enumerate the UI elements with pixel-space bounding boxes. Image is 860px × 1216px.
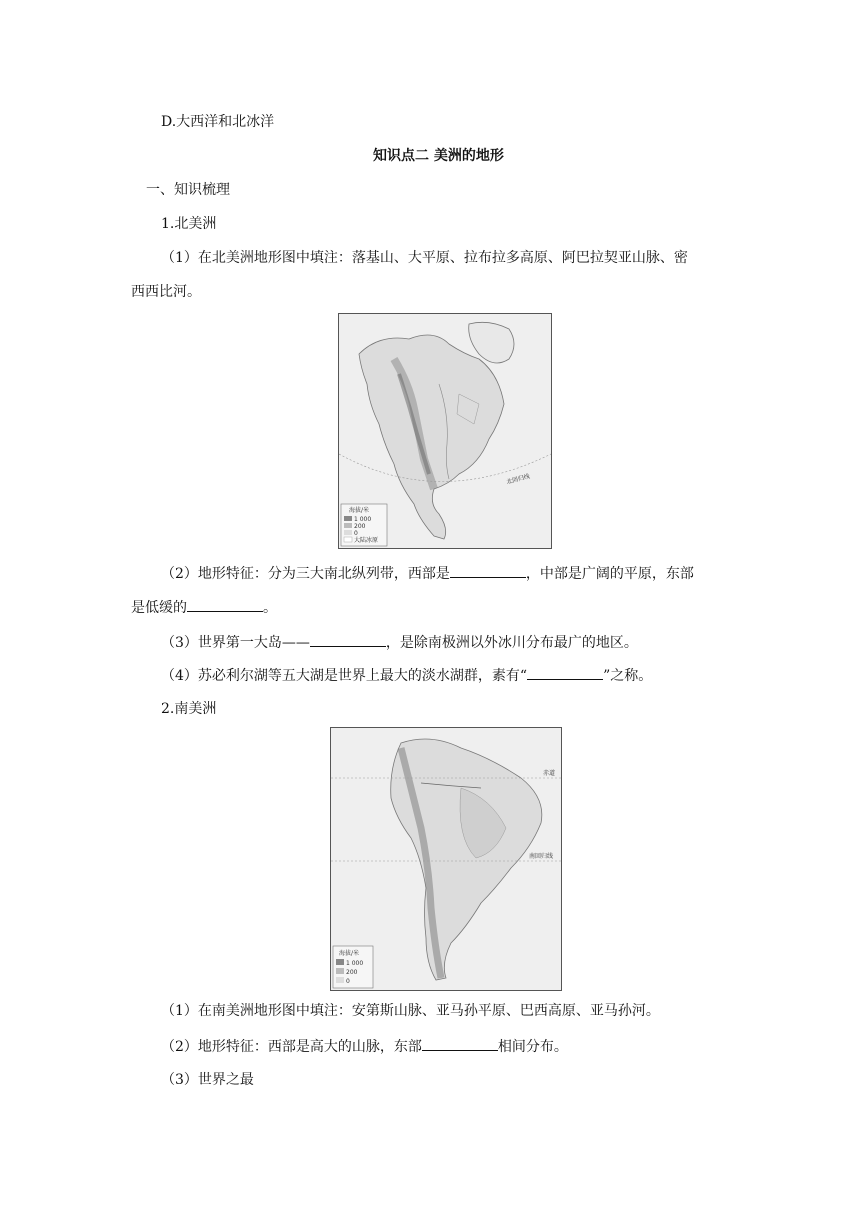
section-title: 知识点二 美洲的地形 (373, 148, 504, 164)
na-question-2-line2 (131, 597, 277, 618)
na-q4-text-a: （4）苏必利尔湖等五大湖是世界上最大的淡水湖群，素有“ (161, 668, 528, 684)
sa-legend-title: 海拔/米 (339, 950, 360, 957)
na-legend-item-1: 1 000 (354, 516, 372, 523)
na-q2-line2-text-b: 。 (263, 600, 277, 616)
sa-q2-text-a: （2）地形特征：西部是高大的山脉，东部 (161, 1039, 422, 1055)
sa-question-2 (161, 1036, 568, 1057)
heading-knowledge-review: 一、知识梳理 (146, 182, 230, 198)
na-q4-blank-lakes[interactable] (527, 665, 603, 680)
na-q2-text-a: （2）地形特征：分为三大南北纵列带，西部是 (161, 566, 450, 582)
na-legend-item-3: 0 (354, 530, 358, 537)
prev-option-d: D.大西洋和北冰洋 (161, 114, 275, 130)
heading-south-america: 2.南美洲 (161, 701, 217, 717)
heading-north-america: 1.北美洲 (161, 216, 217, 232)
na-legend-title: 海拔/米 (349, 507, 370, 514)
na-question-3 (161, 632, 638, 653)
na-legend-item-2: 200 (354, 523, 366, 530)
na-q3-blank-island[interactable] (310, 632, 386, 647)
na-question-1-line2: 西西比河。 (131, 284, 201, 300)
sa-legend-item-3: 0 (346, 978, 350, 985)
sa-q2-blank-east[interactable] (422, 1036, 498, 1051)
na-question-4 (161, 665, 652, 686)
na-q2-blank-east[interactable] (187, 597, 263, 612)
na-question-2-line1 (161, 563, 694, 584)
south-america-terrain-map (330, 727, 562, 991)
sa-equator-label: 赤道 (543, 770, 556, 777)
sa-tropic-label: 南回归线 (529, 853, 554, 860)
na-q2-text-b: ，中部是广阔的平原，东部 (525, 566, 694, 582)
sa-question-3: （3）世界之最 (161, 1072, 254, 1088)
na-q3-text-a: （3）世界第一大岛—— (161, 635, 310, 651)
na-tropic-label: 北回归线 (505, 472, 531, 486)
sa-legend-item-1: 1 000 (346, 960, 364, 967)
na-q2-line2-text-a: 是低缓的 (131, 600, 187, 616)
na-q2-blank-west[interactable] (450, 563, 526, 578)
na-legend-item-4: 大陆冰原 (354, 537, 379, 544)
na-q3-text-b: ，是除南极洲以外冰川分布最广的地区。 (385, 635, 638, 651)
na-q4-text-b: ”之称。 (603, 668, 653, 684)
sa-q2-text-b: 相间分布。 (497, 1039, 568, 1055)
north-america-terrain-map (338, 313, 552, 549)
sa-question-1: （1）在南美洲地形图中填注：安第斯山脉、亚马孙平原、巴西高原、亚马孙河。 (161, 1003, 660, 1019)
na-question-1-line1: （1）在北美洲地形图中填注：落基山、大平原、拉布拉多高原、阿巴拉契亚山脉、密 (161, 250, 688, 266)
sa-legend-item-2: 200 (346, 969, 358, 976)
